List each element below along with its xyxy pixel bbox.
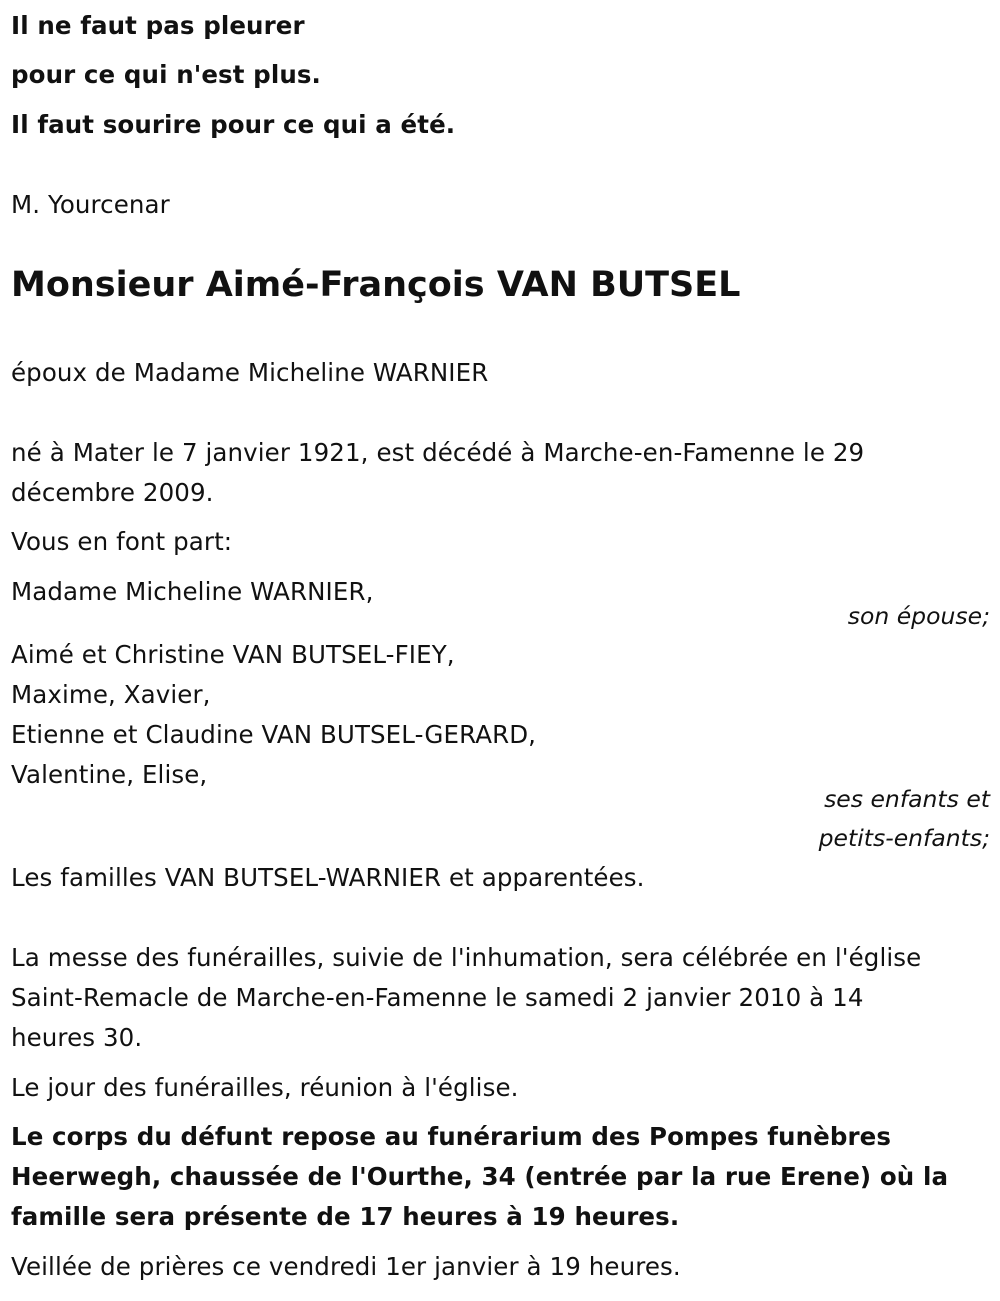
children-relation-line-2: petits-enfants; bbox=[818, 824, 990, 852]
mass-line-2: Saint-Remacle de Marche-en-Famenne le samedi 2 janvier 2010 à 14 bbox=[11, 983, 864, 1012]
deceased-name: Monsieur Aimé-François VAN BUTSEL bbox=[11, 265, 741, 305]
quote-line-1: Il ne faut pas pleurer bbox=[11, 11, 305, 40]
spouse-relation: son épouse; bbox=[847, 602, 990, 630]
children-line-4: Valentine, Elise, bbox=[11, 760, 208, 789]
vigil-line: Veillée de prières ce vendredi 1er janvier à 19 heures. bbox=[11, 1252, 681, 1281]
meeting-line: Le jour des funérailles, réunion à l'église. bbox=[11, 1073, 519, 1102]
visitation-line-2: Heerwegh, chaussée de l'Ourthe, 34 (entrée par la rue Erene) où la bbox=[11, 1162, 949, 1191]
birth-death-line-2: décembre 2009. bbox=[11, 478, 214, 507]
mass-line-3: heures 30. bbox=[11, 1023, 143, 1052]
children-line-1: Aimé et Christine VAN BUTSEL-FIEY, bbox=[11, 640, 455, 669]
quote-author: M. Yourcenar bbox=[11, 190, 170, 219]
spouse-line: époux de Madame Micheline WARNIER bbox=[11, 358, 489, 387]
quote-line-3: Il faut sourire pour ce qui a été. bbox=[11, 110, 456, 139]
children-line-2: Maxime, Xavier, bbox=[11, 680, 211, 709]
children-relation-line-1: ses enfants et bbox=[824, 785, 990, 813]
birth-death-line-1: né à Mater le 7 janvier 1921, est décédé à Marche-en-Famenne le 29 bbox=[11, 438, 865, 467]
children-line-3: Etienne et Claudine VAN BUTSEL-GERARD, bbox=[11, 720, 537, 749]
visitation-line-1: Le corps du défunt repose au funérarium des Pompes funèbres bbox=[11, 1122, 892, 1151]
mass-line-1: La messe des funérailles, suivie de l'inhumation, sera célébrée en l'église bbox=[11, 943, 922, 972]
quote-line-2: pour ce qui n'est plus. bbox=[11, 60, 321, 89]
families-line: Les familles VAN BUTSEL-WARNIER et apparentées. bbox=[11, 863, 645, 892]
visitation-line-3: famille sera présente de 17 heures à 19 heures. bbox=[11, 1202, 680, 1231]
announcement-intro: Vous en font part: bbox=[11, 527, 233, 556]
spouse-name: Madame Micheline WARNIER, bbox=[11, 577, 374, 606]
